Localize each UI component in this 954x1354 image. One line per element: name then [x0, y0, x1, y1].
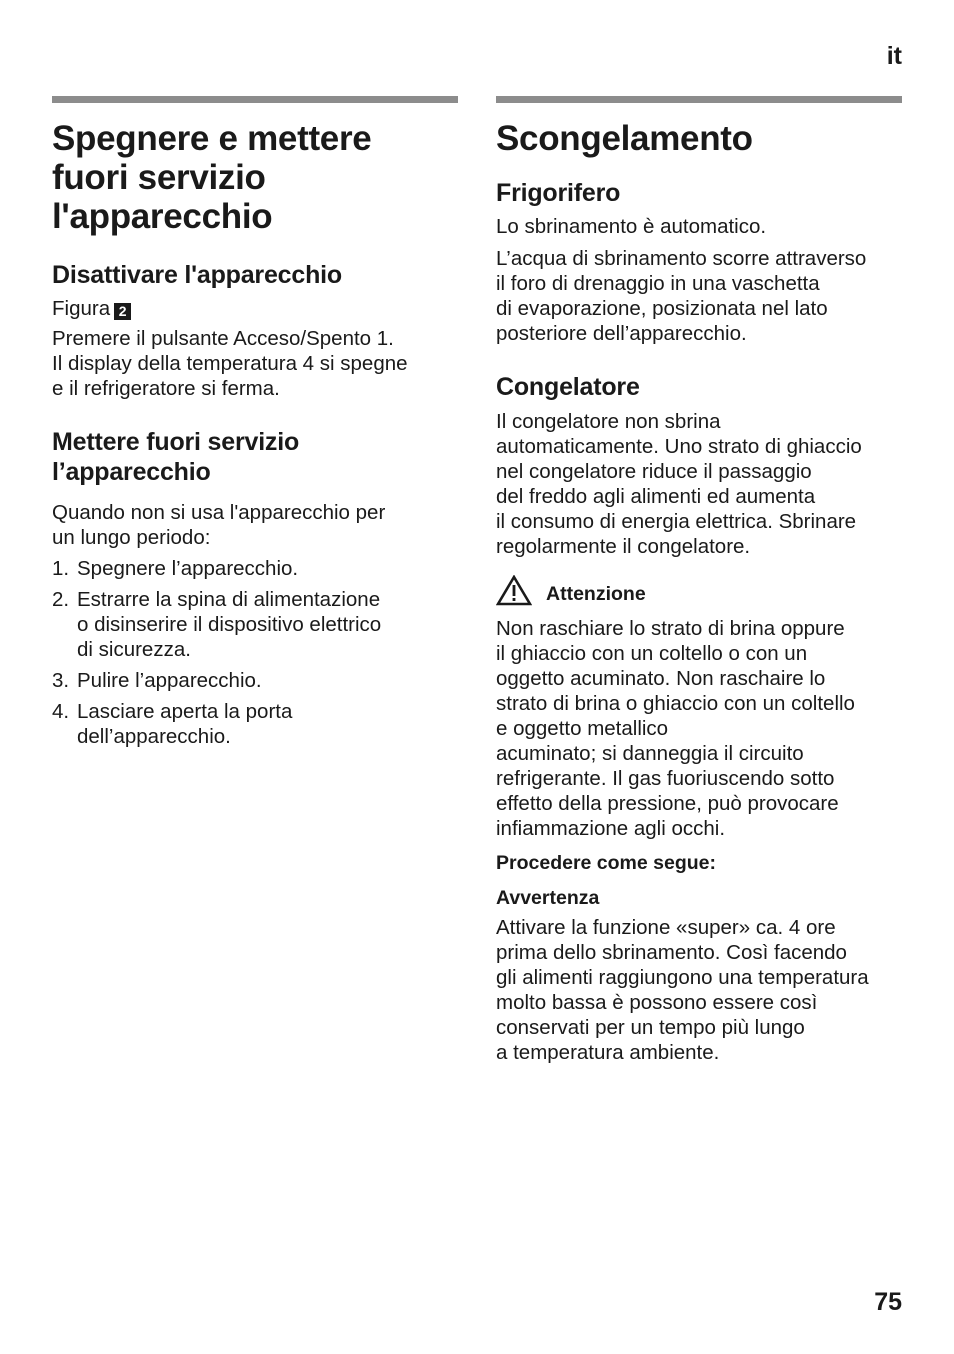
fridge-auto-defrost: Lo sbrinamento è automatico. [496, 215, 767, 238]
list-item [52, 668, 458, 693]
body-line: Il display della temperatura 4 si spegne [52, 352, 408, 375]
body-line: Premere il pulsante Acceso/Spento 1. [52, 327, 394, 350]
title-line: l'apparecchio [52, 197, 273, 236]
figure-number-badge: 2 [114, 303, 131, 320]
heading-line: Mettere fuori servizio [52, 428, 300, 456]
right-column [496, 96, 902, 1065]
freezer-intro: Il congelatore non sbrina automaticamente. Uno strato di ghiaccio nel congelatore riduce il passaggio del freddo agli alimenti ed aumenta il consumo di energia elettrica. Sbrinare regolarmente il congelatore. [496, 410, 862, 558]
step-text: Estrarre la spina di alimentazione o disinserire il dispositivo elettrico di sicurezza. [77, 588, 382, 661]
step-text: Spegnere l’apparecchio. [77, 557, 299, 580]
page-title-switch-off [52, 119, 458, 236]
warning-label: Attenzione [546, 583, 646, 605]
fridge-drain-text: L’acqua di sbrinamento scorre attraverso il foro di drenaggio in una vaschetta di evaporazione, posizionata nel lato posteriore dell’apparecchio. [496, 247, 867, 345]
list-item [52, 556, 458, 581]
heading-deactivate: Disattivare l'apparecchio [52, 261, 342, 289]
body-line: e il refrigeratore si ferma. [52, 377, 280, 400]
warning-triangle-icon [496, 575, 532, 606]
out-of-service-intro [52, 500, 458, 550]
procedure-label: Procedere come segue: [496, 852, 717, 874]
step-number: 1. [52, 557, 70, 580]
step-text: Pulire l’apparecchio. [77, 669, 262, 692]
warning-text: Non raschiare lo strato di brina oppure il ghiaccio con un coltello o con un oggetto acuminato. Non raschaire lo strato di brina o ghiaccio con un coltello e oggetto metallico acuminato; si danneggia il circuito refrigerante. Il gas fuoriuscendo sotto effetto della pressione, può provocare infiammazione agli occhi. [496, 617, 855, 840]
steps-list [52, 556, 458, 749]
section-rule [496, 96, 902, 103]
step-number: 2. [52, 588, 70, 611]
page-title-defrost: Scongelamento [496, 119, 753, 158]
notice-text: Attivare la funzione «super» ca. 4 ore prima dello sbrinamento. Così facendo gli alimenti raggiungono una temperatura molto bassa è possono essere così conservati per un tempo più lungo a temperatura ambiente. [496, 916, 869, 1064]
heading-freezer: Congelatore [496, 373, 640, 401]
language-code: it [886, 42, 902, 70]
list-item [52, 587, 458, 662]
step-text: Lasciare aperta la porta dell’apparecchio. [77, 700, 293, 748]
step-number: 3. [52, 669, 70, 692]
title-line: Spegnere e mettere [52, 119, 372, 158]
heading-line: l’apparecchio [52, 458, 211, 486]
heading-fridge: Frigorifero [496, 179, 621, 207]
left-column [52, 96, 458, 749]
deactivate-body [52, 326, 458, 401]
figure-reference [52, 296, 458, 321]
step-number: 4. [52, 700, 70, 723]
page-number: 75 [874, 1288, 902, 1316]
section-rule [52, 96, 458, 103]
heading-out-of-service [52, 427, 458, 487]
list-item [52, 699, 458, 749]
title-line: fuori servizio [52, 158, 266, 197]
figure-label: Figura [52, 297, 111, 320]
notice-label: Avvertenza [496, 887, 600, 909]
intro-line: Quando non si usa l'apparecchio per [52, 501, 386, 524]
warning-header [496, 575, 902, 606]
intro-line: un lungo periodo: [52, 526, 211, 549]
